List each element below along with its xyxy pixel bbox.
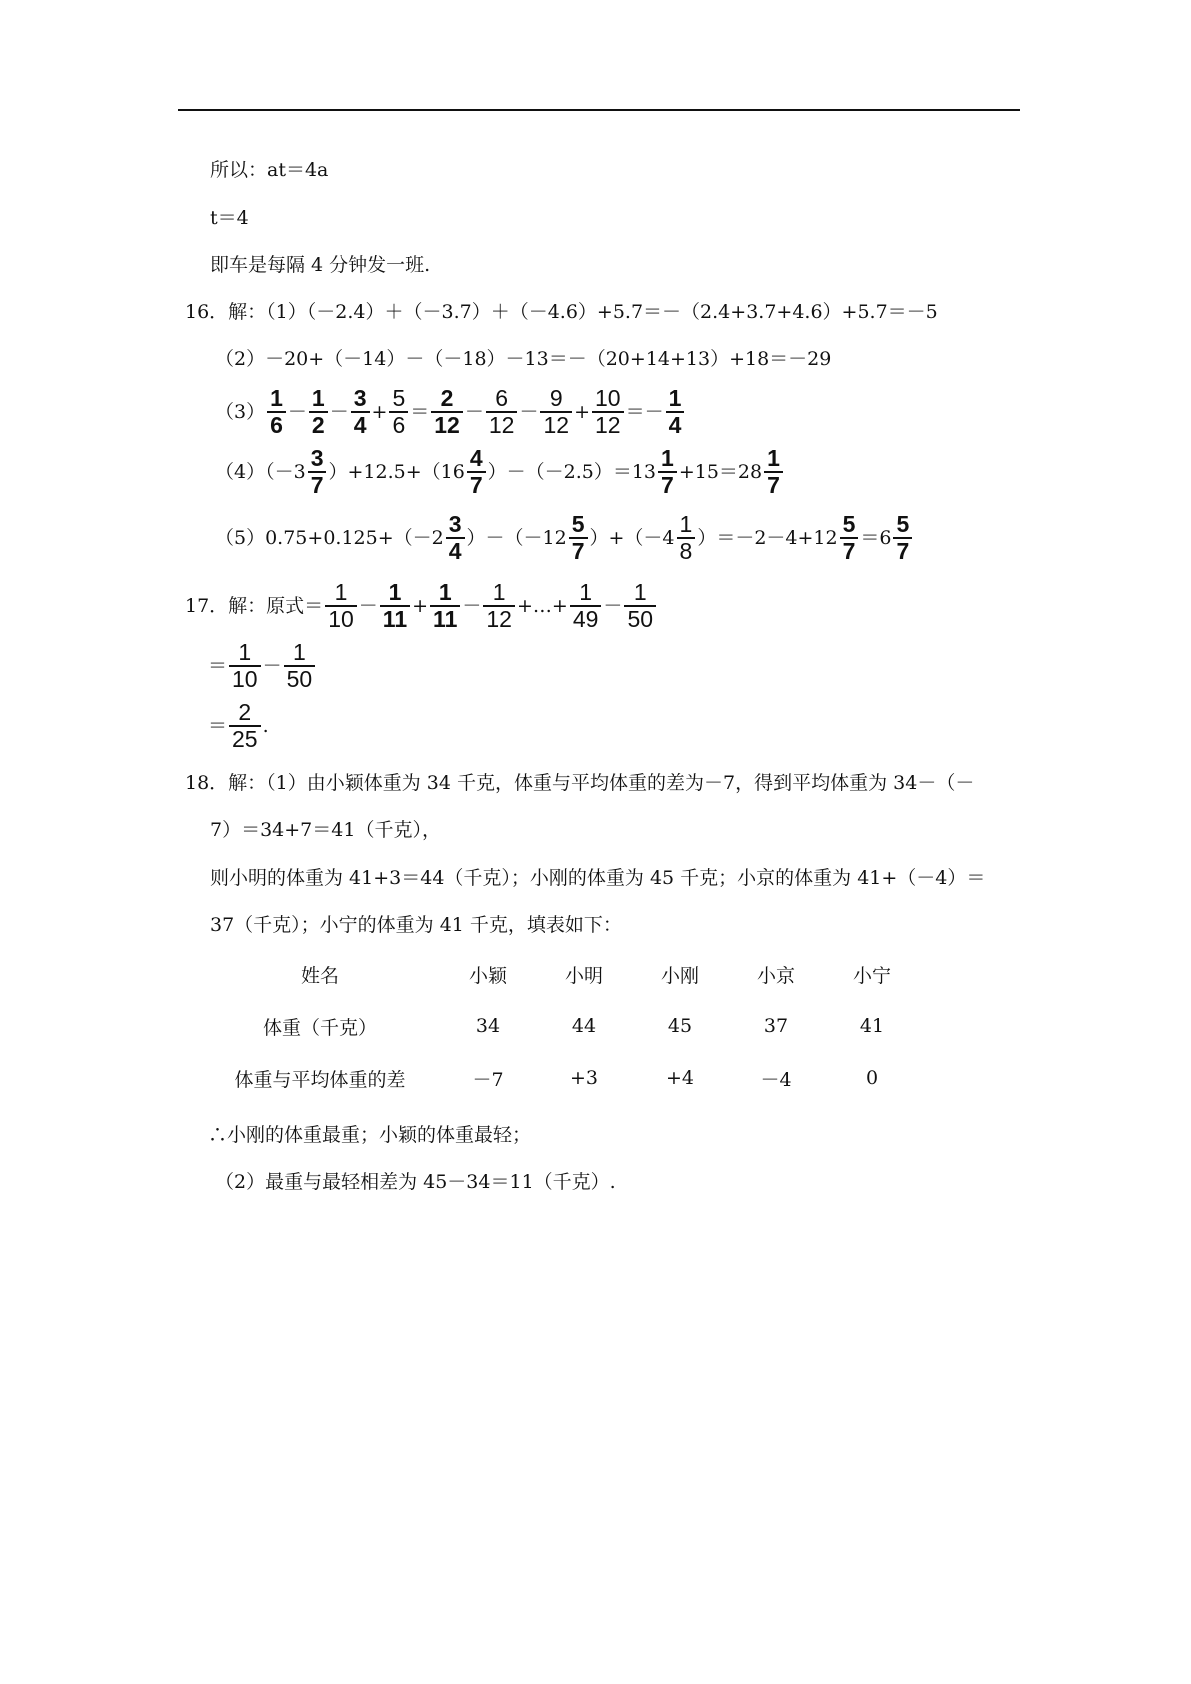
q16-part5: [215, 512, 914, 564]
table-header-cell: 小刚: [660, 964, 699, 987]
weights-table: [200, 948, 920, 1104]
fraction: $\frac{5}{7}$: [840, 512, 859, 564]
operator: ＝: [208, 715, 228, 737]
table-cell: －7: [472, 1068, 504, 1091]
q17-line1: [185, 580, 658, 632]
fraction: $\frac{2}{25}$: [229, 700, 261, 752]
table-cell: 0: [865, 1067, 879, 1089]
q16-part4: [215, 446, 785, 498]
operator: －: [287, 401, 307, 423]
operator: .: [262, 715, 269, 737]
fraction: $\frac{4}{7}$: [467, 446, 486, 498]
fraction: $\frac{3}{4}$: [446, 512, 465, 564]
table-row: [200, 1000, 920, 1052]
table-cell: +3: [569, 1067, 598, 1089]
fraction: $\frac{1}{11}$: [430, 580, 460, 632]
operator: ＝: [410, 401, 430, 423]
q18-conclusion: ∴小刚的体重最重；小颖的体重最轻；: [208, 1124, 532, 1146]
operator: +…+: [516, 595, 568, 617]
operator: －: [462, 595, 482, 617]
expr-text: ）＝－2－4+12: [697, 527, 838, 549]
q18-line3: 则小明的体重为 41+3＝44（千克）；小刚的体重为 45 千克；小京的体重为 41+（－4）＝: [210, 867, 986, 889]
q16-part3: [215, 386, 686, 438]
operator: ＝－: [625, 401, 664, 423]
text-line: t＝4: [210, 207, 249, 229]
fraction: $\frac{6}{12}$: [486, 386, 518, 438]
operator: －: [358, 595, 378, 617]
operator: +: [574, 401, 590, 423]
operator: －: [464, 401, 484, 423]
q16-heading: 16．解：（1）（－2.4）＋（－3.7）＋（－4.6）+5.7＝－（2.4+3.7+4.6）+5.7＝－5: [185, 301, 938, 323]
fraction: $\frac{1}{11}$: [380, 580, 410, 632]
table-cell: 37: [763, 1015, 789, 1037]
fraction: $\frac{3}{4}$: [351, 386, 370, 438]
table-header-row: [200, 948, 920, 1000]
part-label: （3）: [215, 401, 266, 423]
operator: －: [603, 595, 623, 617]
q18-line1: 18．解：（1）由小颖体重为 34 千克，体重与平均体重的差为－7，得到平均体重为 34－（－: [185, 772, 975, 794]
operator: －: [262, 655, 282, 677]
text-line: 即车是每隔 4 分钟发一班.: [210, 254, 431, 276]
table-cell: 34: [475, 1015, 501, 1037]
expr-text: ）－（－2.5）＝13: [487, 461, 657, 483]
fraction: $\frac{1}{12}$: [483, 580, 515, 632]
fraction: $\frac{1}{49}$: [570, 580, 602, 632]
table-header-cell: 姓名: [300, 964, 339, 987]
table-cell: 体重与平均体重的差: [234, 1068, 406, 1091]
q16-part2: （2）－20+（－14）－（－18）－13＝－（20+14+13）+18＝－29: [215, 348, 832, 370]
table-cell: 体重（千克）: [262, 1016, 377, 1039]
table-header-cell: 小京: [756, 964, 795, 987]
fraction: $\frac{1}{4}$: [666, 386, 685, 438]
expr-text: ）－（－12: [466, 527, 567, 549]
expr-text: ）+12.5+（16: [328, 461, 465, 483]
header-rule: [178, 109, 1020, 111]
q17-line2: [208, 640, 317, 692]
q18-line4: 37（千克）；小宁的体重为 41 千克，填表如下：: [210, 914, 622, 936]
fraction: $\frac{1}{10}$: [229, 640, 261, 692]
table-row: [200, 1052, 920, 1104]
fraction: $\frac{5}{6}$: [389, 386, 408, 438]
fraction: $\frac{1}{50}$: [624, 580, 656, 632]
fraction: $\frac{5}{7}$: [893, 512, 912, 564]
table-cell: 41: [859, 1015, 885, 1037]
table-header-cell: 小宁: [852, 964, 891, 987]
fraction: $\frac{1}{50}$: [284, 640, 316, 692]
expr-text: （4）（－3: [215, 461, 306, 483]
expr-text: ）+（－4: [589, 527, 675, 549]
operator: +: [412, 595, 429, 617]
fraction: $\frac{1}{10}$: [325, 580, 357, 632]
q18-line2: 7）＝34+7＝41（千克），: [210, 819, 441, 841]
fraction: $\frac{1}{2}$: [309, 386, 328, 438]
fraction: $\frac{5}{7}$: [569, 512, 588, 564]
fraction: $\frac{2}{12}$: [431, 386, 463, 438]
table-header-cell: 小明: [564, 964, 603, 987]
fraction: $\frac{3}{7}$: [308, 446, 327, 498]
table-header-cell: 小颖: [468, 964, 507, 987]
q17-line3: [208, 700, 269, 752]
operator: +: [371, 401, 388, 423]
operator: －: [329, 401, 349, 423]
expr-text: ＝6: [860, 527, 892, 549]
expr-text: +15＝28: [678, 461, 763, 483]
table-cell: +4: [665, 1067, 694, 1089]
fraction: $\frac{1}{8}$: [677, 512, 696, 564]
operator: －: [519, 401, 539, 423]
q18-part2: （2）最重与最轻相差为 45－34＝11（千克）.: [215, 1171, 616, 1193]
text-line: 所以：at＝4a: [210, 159, 329, 181]
fraction: $\frac{1}{6}$: [267, 386, 286, 438]
operator: ＝: [208, 655, 228, 677]
fraction: $\frac{9}{12}$: [540, 386, 572, 438]
question-label: 17．解：原式＝: [185, 595, 324, 617]
table-cell: －4: [760, 1068, 792, 1091]
fraction: $\frac{10}{12}$: [592, 386, 624, 438]
table-cell: 44: [571, 1015, 597, 1037]
fraction: $\frac{1}{7}$: [658, 446, 677, 498]
table-cell: 45: [667, 1015, 693, 1037]
fraction: $\frac{1}{7}$: [764, 446, 783, 498]
expr-text: （5）0.75+0.125+（－2: [215, 527, 444, 549]
